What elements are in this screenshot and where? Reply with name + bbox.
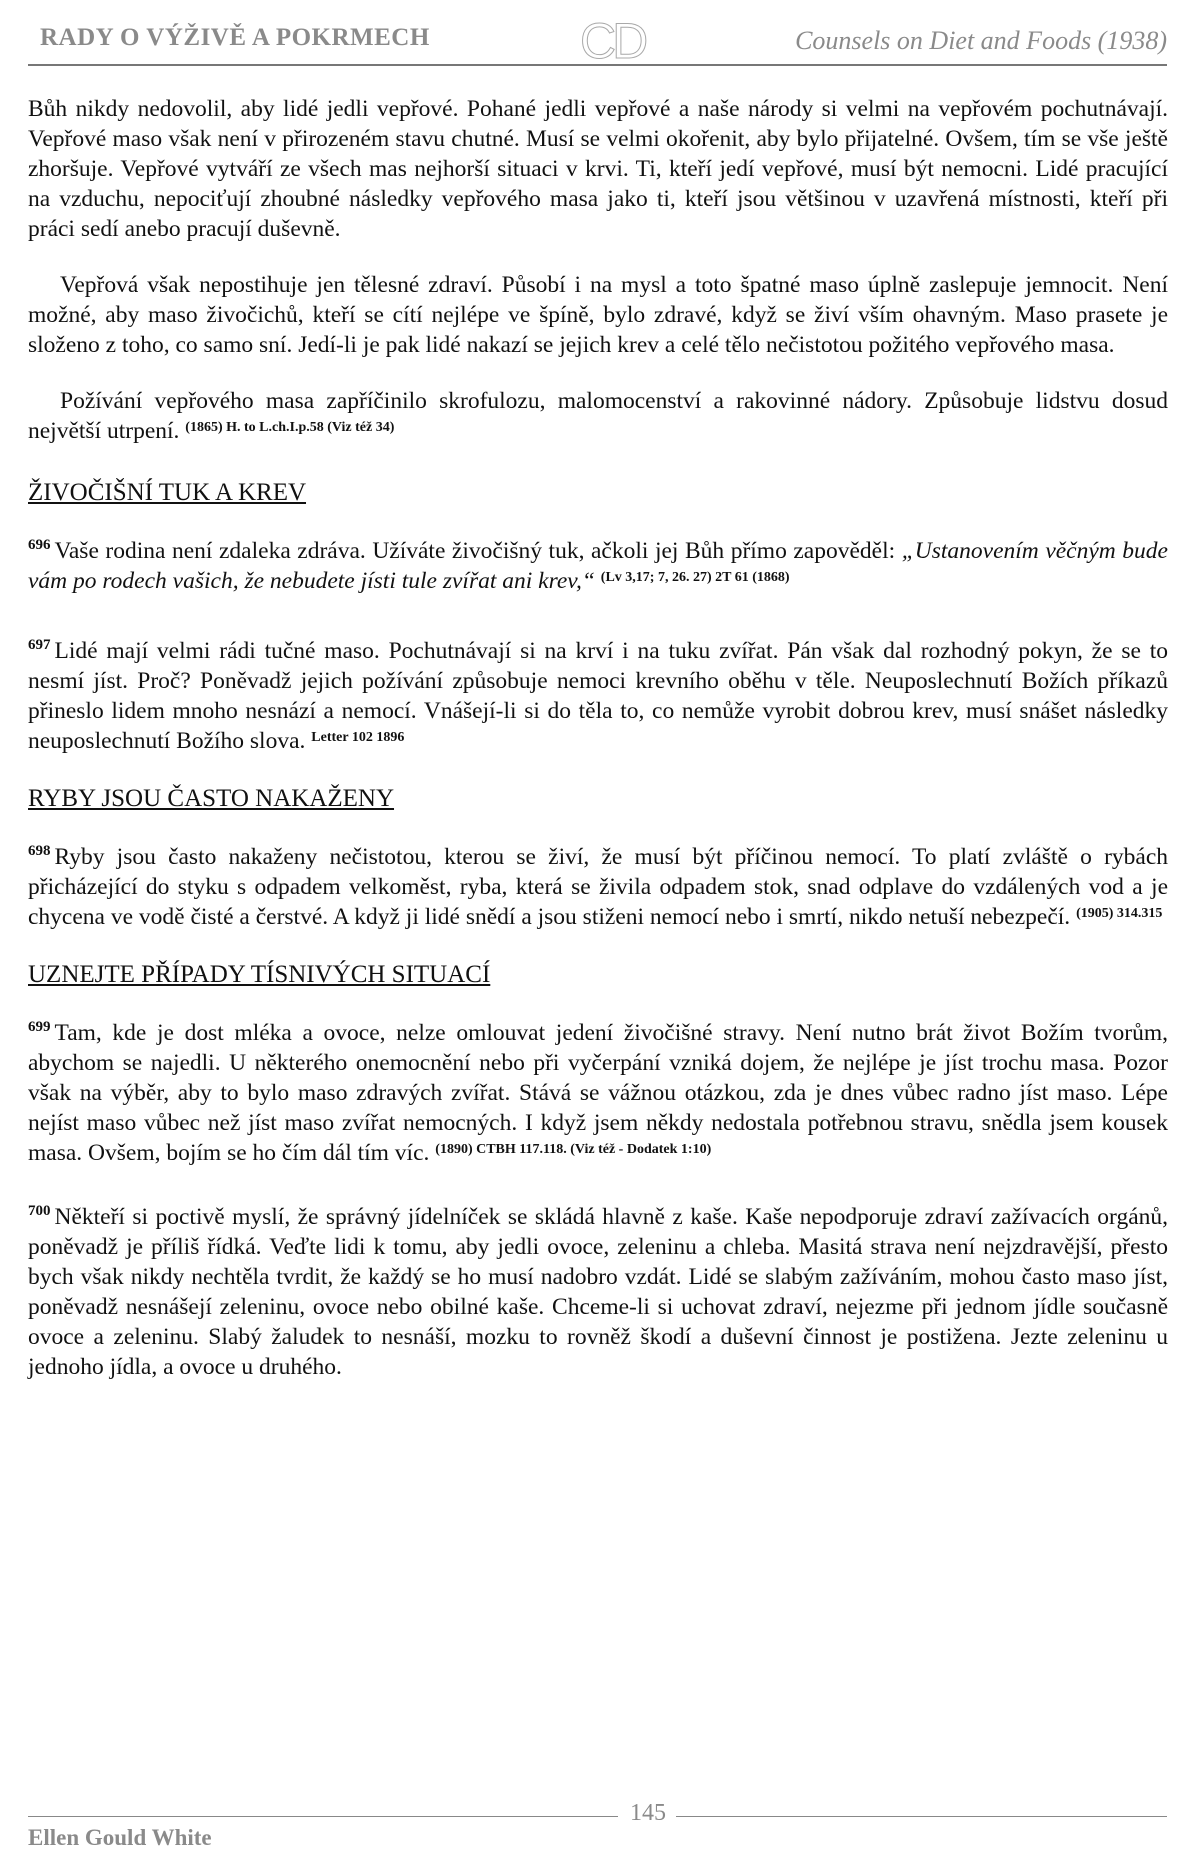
paragraph: Bůh nikdy nedovolil, aby lidé jedli vepřové. Pohané jedli vepřové a naše národy si velmi na vepřovém pochutnávají. Vepřové maso však není v přirozeném stavu chutné. Musí se velmi okořenit, aby bylo přijatelné. Ovšem, tím se vše ještě zhoršuje. Vepřové vytváří ze všech mas nejhorší situaci v krvi. Ti, kteří jedí vepřové, musí být nemocni. Lidé pracující na vzduchu, nepociťují zhoubné následky vepřového masa jako ti, kteří jsou většinou v uzavřená místnosti, kteří při práci sedí anebo pracují duševně.	[28, 96, 1168, 242]
paragraph-number: 700	[28, 1203, 51, 1219]
paragraph: Vepřová však nepostihuje jen tělesné zdraví. Působí i na mysl a toto špatné maso úplně zaslepuje jemnocit. Není možné, aby maso živočichů, kteří se cítí nejlépe ve špíně, bylo zdravé, když se živí vším ohavným. Maso prasete je složeno z toho, co samo sní. Jedí-li je pak lidé nakazí se jejich krev a celé tělo nečistotou požitého vepřového masa.	[28, 272, 1168, 358]
footer-divider-left	[28, 1816, 618, 1817]
paragraph-text: Lidé mají velmi rádi tučné maso. Pochutnávají si na krví i na tuku zvířat. Pán však dal rozhodný pokyn, že se to nesmí jíst. Proč? Poněvadž jejich požívání způsobuje nemoci krevního oběhu v těle. Neuposlechnutí Božích příkazů přineslo lidem mnoho nesnází a nemocí. Vnášejí-li si do těla to, co nemůže vyrobit dobrou krev, musí snášet následky neuposlechnutí Božího slova.	[28, 638, 1168, 754]
paragraph-number: 699	[28, 1019, 51, 1035]
reference: (1905) 314.315	[1076, 906, 1163, 921]
paragraph-text: Tam, kde je dost mléka a ovoce, nelze omlouvat jedení živočišné stravy. Není nutno brát život Božím tvorům, abychom se najedli. U některého onemocnění nebo při vyčerpání vzniká dojem, že nejlépe je jíst trochu masa. Pozor však na výběr, aby to bylo maso zdravých zvířat. Stává se vážnou otázkou, zda je dnes vůbec radno jíst maso. Lépe nejíst maso vůbec než jíst maso zvířat nemocných. I když jsem někdy nedostala potřebnou stravu, snědla jsem kousek masa. Ovšem, bojím se ho čím dál tím víc.	[28, 1020, 1168, 1166]
section-heading: UZNEJTE PŘÍPADY TÍSNIVÝCH SITUACÍ	[28, 961, 491, 988]
book-title-czech: RADY O VÝŽIVĚ A POKRMECH	[40, 24, 430, 51]
paragraph-text: Ryby jsou často nakaženy nečistotou, kterou se živí, že musí být příčinou nemocí. To platí zvláště o rybách přicházející do styku s odpadem velkoměst, ryba, která se živila odpadem stok, snad odplave do vzdálených vod a je chycena ve vodě čisté a čerstvé. A když ji lidé snědí a jsou stiženi nemocí nebo i smrtí, nikdo netuší nebezpečí.	[28, 844, 1168, 930]
reference: (1865) H. to L.ch.I.p.58 (Viz též 34)	[185, 420, 395, 435]
reference: (Lv 3,17; 7, 26. 27) 2T 61 (1868)	[600, 570, 790, 585]
numbered-paragraph	[28, 536, 1168, 596]
page-content	[28, 94, 1168, 1408]
numbered-paragraph	[28, 1018, 1168, 1168]
paragraph-text: Požívání vepřového masa zapříčinilo skrofulozu, malomocenství a rakovinné nádory. Způsobuje lidstvu dosud největší utrpení.	[28, 388, 1168, 444]
page-number: 145	[630, 1800, 666, 1826]
numbered-paragraph	[28, 636, 1168, 756]
paragraph-number: 696	[28, 537, 51, 553]
scripture-quote: „Ustanovením věčným bude vám po rodech vašich, že nebudete jísti tule zvířat ani krev,“	[28, 538, 1168, 594]
paragraph	[28, 386, 1168, 446]
paragraph-text: Někteří si poctivě myslí, že správný jídelníček se skládá hlavně z kaše. Kaše nepodporuje zdraví zažívacích orgánů, poněvadž je příliš řídká. Veďte lidi k tomu, aby jedli ovoce, zeleninu a chleba. Masitá strava není nejzdravější, přesto bych však nikdy nechtěla tvrdit, že každý se ho musí nadobro vzdát. Lidé se slabým zažíváním, mohou často maso jíst, poněvadž nesnášejí zeleninu, ovoce nebo obilné kaše. Chceme-li si uchovat zdraví, nejezme při jednom jídle současně ovoce a zeleninu. Slabý žaludek to nesnáší, mozku to rovněž škodí a duševní činnost je postižena. Jezte zeleninu u jednoho jídla, a ovoce u druhého.	[28, 1204, 1168, 1380]
footer-divider-right	[676, 1816, 1167, 1817]
numbered-paragraph	[28, 842, 1168, 932]
page-header	[40, 13, 1167, 69]
book-title-english: Counsels on Diet and Foods (1938)	[795, 26, 1167, 55]
paragraph-number: 697	[28, 637, 51, 653]
numbered-paragraph	[28, 1202, 1168, 1382]
author-name: Ellen Gould White	[28, 1825, 212, 1850]
cd-logo: CD	[580, 13, 645, 69]
header-divider	[28, 64, 1167, 66]
section-heading: ŽIVOČIŠNÍ TUK A KREV	[28, 479, 307, 506]
section-heading: RYBY JSOU ČASTO NAKAŽENY	[28, 785, 395, 812]
reference: Letter 102 1896	[311, 730, 405, 745]
reference: (1890) CTBH 117.118. (Viz též - Dodatek 1:10)	[435, 1142, 712, 1157]
paragraph-text: Vaše rodina není zdaleka zdráva. Užíváte živočišný tuk, ačkoli jej Bůh přímo zapověděl:	[54, 538, 896, 564]
paragraph-number: 698	[28, 843, 51, 859]
